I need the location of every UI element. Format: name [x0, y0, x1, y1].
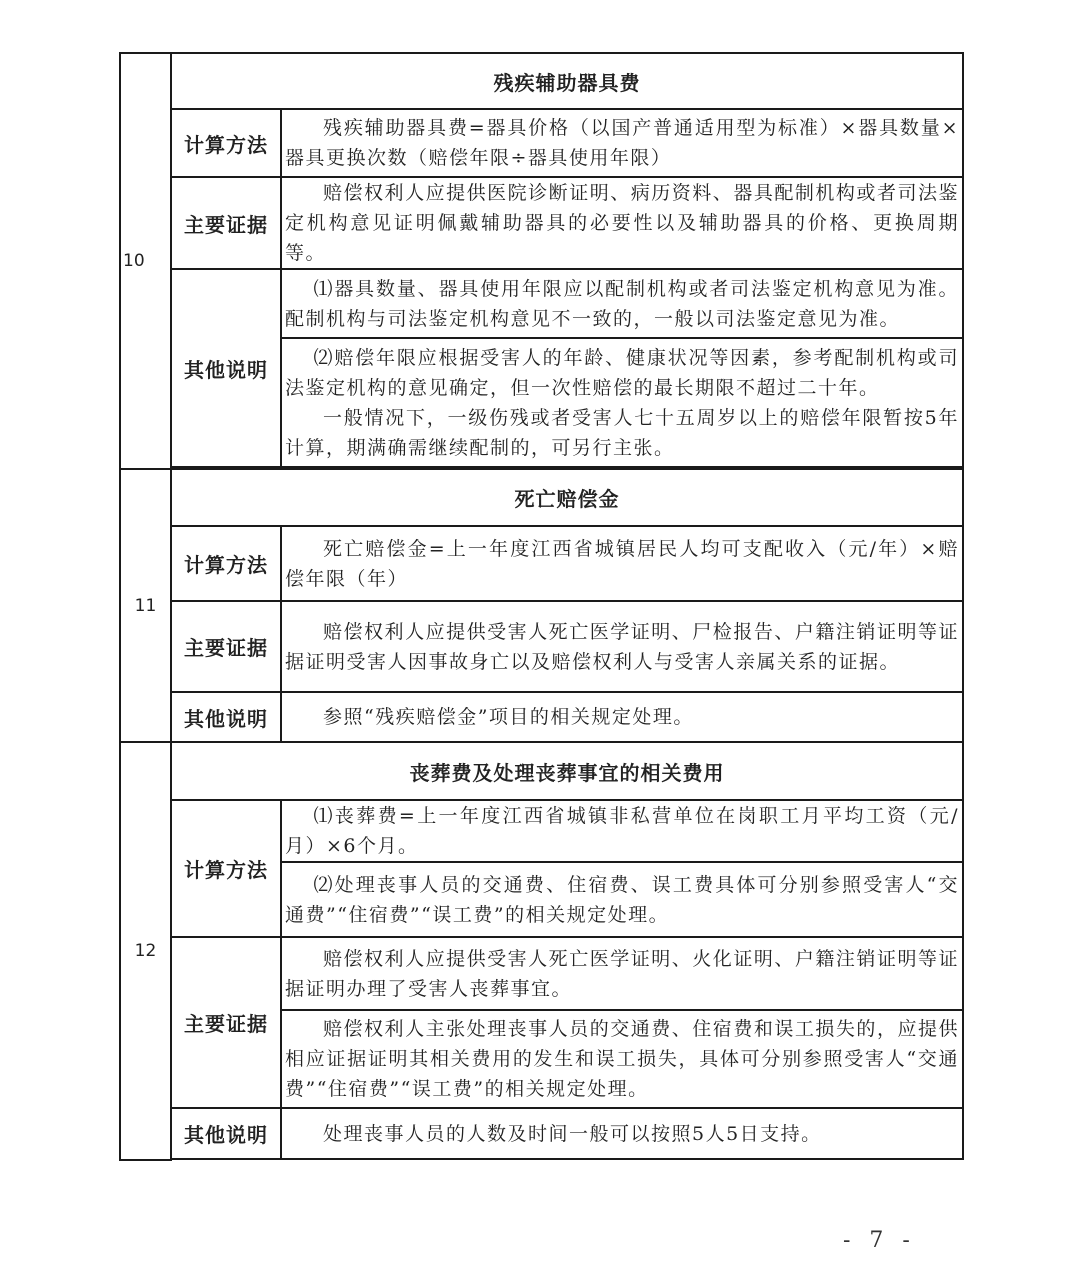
compensation-table [119, 52, 964, 1161]
section-number-10: 10 [120, 53, 171, 469]
other-notes-text: 参照“残疾赔偿金”项目的相关规定处理。 [281, 692, 963, 742]
other-notes-text-2: ⑵赔偿年限应根据受害人的年龄、健康状况等因素，参考配制机构或司法鉴定机构的意见确定，但一次性赔偿的最长期限不超过二十年。 一般情况下，一级伤残或者受害人七十五周岁以上的赔偿年限暂按5年计算，期满确需继续配制的，可另行主张。 [281, 338, 963, 467]
section-number-11: 11 [120, 469, 171, 742]
calc-method-text-1: ⑴丧葬费=上一年度江西省城镇非私营单位在岗职工月平均工资（元/月）×6个月。 [281, 800, 963, 862]
section-number-12: 12 [120, 742, 171, 1160]
main-evidence-text-1: 赔偿权利人应提供受害人死亡医学证明、火化证明、户籍注销证明等证据证明办理了受害人丧葬事宜。 [281, 937, 963, 1010]
other-notes-text-1: ⑴器具数量、器具使用年限应以配制机构或者司法鉴定机构意见为准。配制机构与司法鉴定机构意见不一致的，一般以司法鉴定意见为准。 [281, 269, 963, 338]
main-evidence-label: 主要证据 [171, 937, 281, 1108]
calc-method-text: 残疾辅助器具费=器具价格（以国产普通适用型为标准）×器具数量×器具更换次数（赔偿年限÷器具使用年限） [281, 109, 963, 177]
section-title: 丧葬费及处理丧葬事宜的相关费用 [171, 742, 963, 800]
section-title: 残疾辅助器具费 [171, 53, 963, 109]
calc-method-text-2: ⑵处理丧事人员的交通费、住宿费、误工费具体可分别参照受害人“交通费”“住宿费”“误工费”的相关规定处理。 [281, 862, 963, 937]
section-title: 死亡赔偿金 [171, 469, 963, 526]
other-notes-label: 其他说明 [171, 1108, 281, 1159]
other-notes-label: 其他说明 [171, 269, 281, 467]
main-evidence-text: 赔偿权利人应提供医院诊断证明、病历资料、器具配制机构或者司法鉴定机构意见证明佩戴辅助器具的必要性以及辅助器具的价格、更换周期等。 [281, 177, 963, 269]
calc-method-label: 计算方法 [171, 800, 281, 937]
calc-method-label: 计算方法 [171, 109, 281, 177]
other-notes-label: 其他说明 [171, 692, 281, 742]
main-evidence-text: 赔偿权利人应提供受害人死亡医学证明、尸检报告、户籍注销证明等证据证明受害人因事故身亡以及赔偿权利人与受害人亲属关系的证据。 [281, 601, 963, 692]
main-evidence-label: 主要证据 [171, 601, 281, 692]
calc-method-label: 计算方法 [171, 526, 281, 601]
other-notes-text: 处理丧事人员的人数及时间一般可以按照5人5日支持。 [281, 1108, 963, 1159]
page-number: - 7 - [843, 1228, 916, 1253]
calc-method-text: 死亡赔偿金=上一年度江西省城镇居民人均可支配收入（元/年）×赔偿年限（年） [281, 526, 963, 601]
main-evidence-text-2: 赔偿权利人主张处理丧事人员的交通费、住宿费和误工损失的，应提供相应证据证明其相关费用的发生和误工损失，具体可分别参照受害人“交通费”“住宿费”“误工费”的相关规定处理。 [281, 1010, 963, 1108]
main-evidence-label: 主要证据 [171, 177, 281, 269]
